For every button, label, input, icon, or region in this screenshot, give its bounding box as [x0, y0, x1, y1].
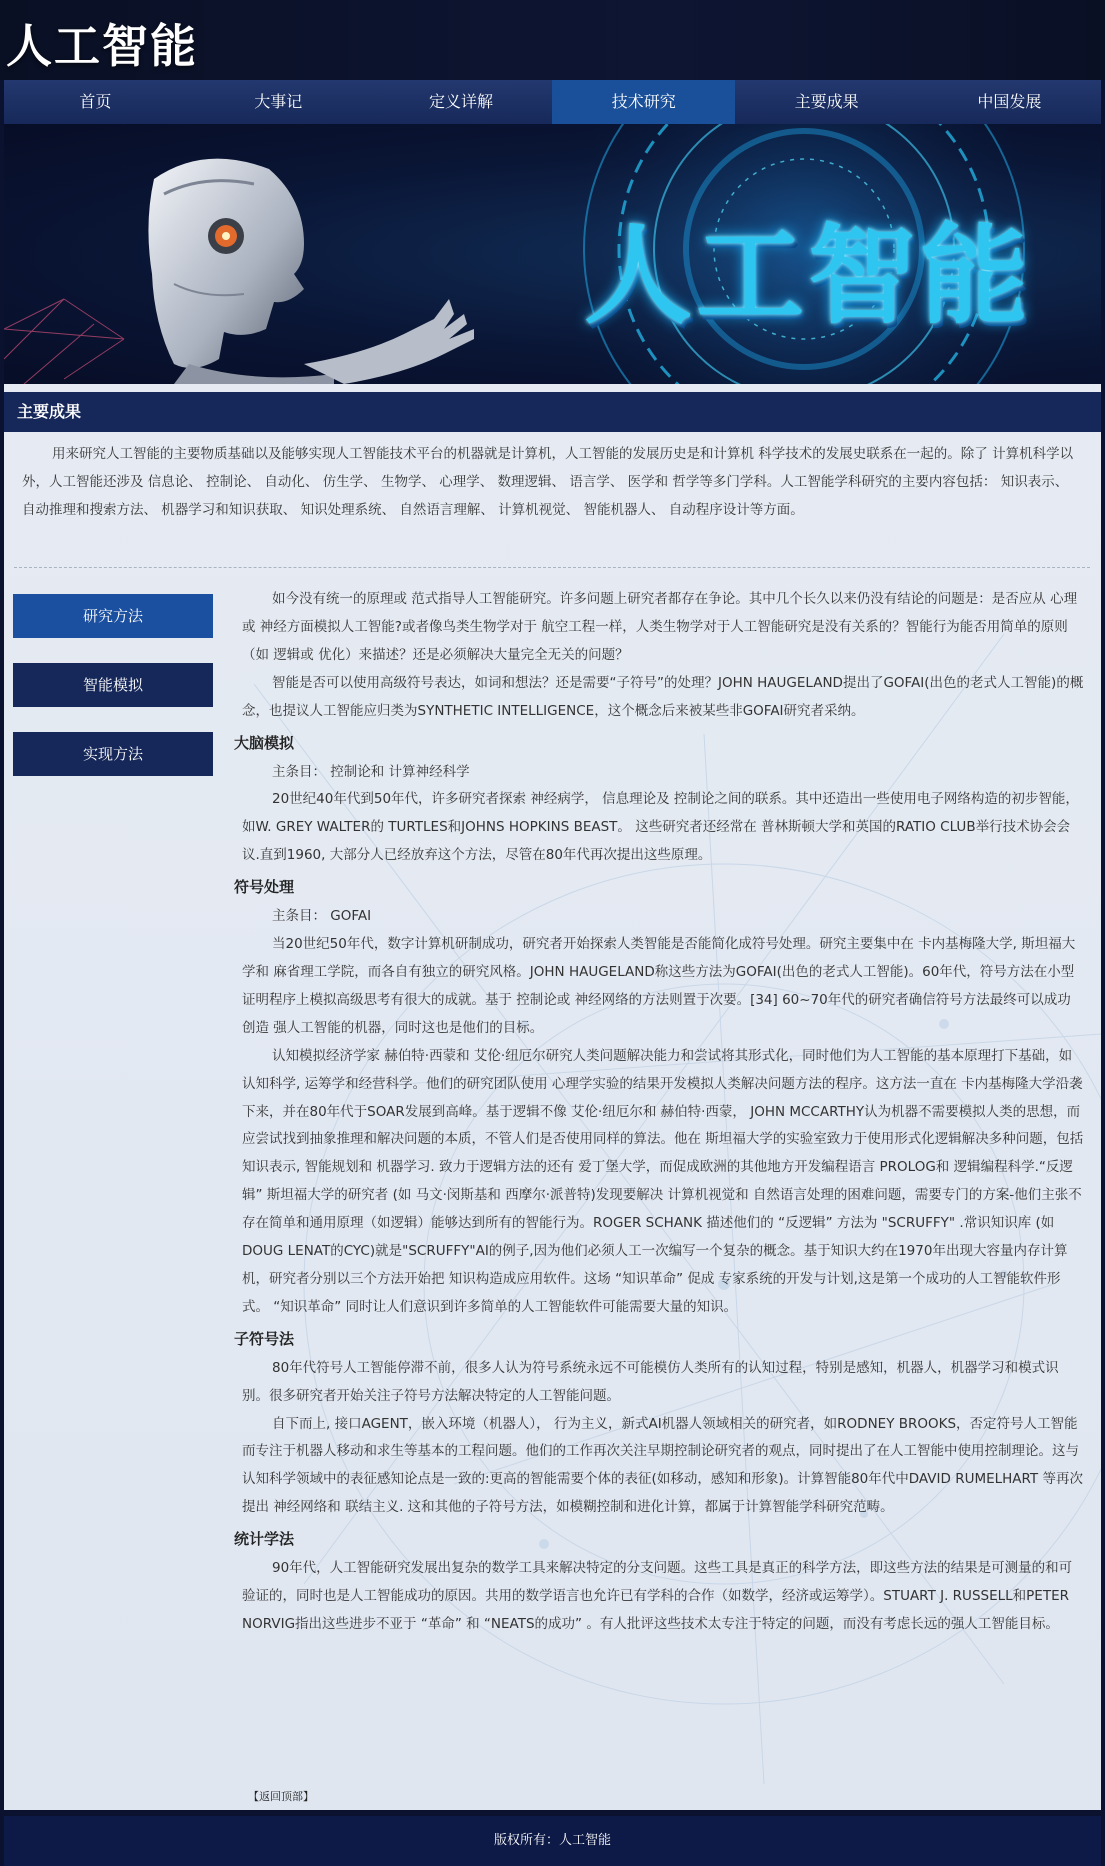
banner-title: 人工智能	[584, 214, 1033, 339]
nav-item-home[interactable]: 首页	[79, 92, 112, 111]
article-paragraph: 20世纪40年代到50年代，许多研究者探索 神经病学， 信息理论及 控制论之间的联系。其中还造出一些使用电子网络构造的初步智能，如W. GREY WALTER的 TURTLES和JOHNS HOPKINS BEAST。 这些研究者还经常在 普林斯顿大学和英国的RATIO CLUB举行技术协会会议.直到1960, 大部分人已经放弃这个方法，尽管在80年代再次提出这些原理。	[242, 791, 1079, 864]
article-paragraph: 主条目： 控制论和 计算神经科学	[272, 763, 470, 780]
network-lines	[4, 299, 124, 384]
article-heading-brain-simulation: 大脑模拟	[234, 733, 295, 752]
article-paragraph: 主条目： GOFAI	[272, 908, 372, 925]
article-heading-symbolic: 符号处理	[234, 878, 295, 897]
section-header-bar	[4, 392, 1101, 432]
article-paragraph: 90年代，人工智能研究发展出复杂的数学工具来解决特定的分支问题。这些工具是真正的科学方法，即这些方法的结果是可测量的和可验证的，同时也是人工智能成功的原因。共用的数学语言也允许已有学科的合作（如数学，经济或运筹学）。STUART J. RUSSELL和PETER NORVIG指出这些进步不亚于 “革命” 和 “NEATS的成功” 。有人批评这些技术太专注于特定的问题，而没有考虑长远的强人工智能目标。	[242, 1560, 1073, 1632]
article-paragraph: 自下而上, 接口AGENT，嵌入环境（机器人）， 行为主义，新式AI机器人领域相关的研究者，如RODNEY BROOKS，否定符号人工智能而专注于机器人移动和求生等基本的工程问题。他们的工作再次关注早期控制论研究者的观点，同时提出了在人工智能中使用控制理论。这与认知科学领域中的表征感知论点是一致的:更高的智能需要个体的表征(如移动，感知和形象)。计算智能80年代中DAVID RUMELHART 等再次提出 神经网络和 联结主义. 这和其他的子符号方法，如模糊控制和进化计算，都属于计算智能学科研究范畴。	[242, 1415, 1083, 1516]
article-paragraph: 智能是否可以使用高级符号表达，如词和想法？还是需要“子符号”的处理？JOHN HAUGELAND提出了GOFAI(出色的老式人工智能)的概念，也提议人工智能应归类为SYNTHETIC INTELLIGENCE，这个概念后来被某些非GOFAI研究者采纳。	[242, 674, 1084, 719]
article-paragraph: 80年代符号人工智能停滞不前，很多人认为符号系统永远不可能模仿人类所有的认知过程，特别是感知，机器人，机器学习和模式识别。很多研究者开始关注子符号方法解决特定的人工智能问题。	[242, 1359, 1059, 1404]
copyright-text: 版权所有：人工智能	[493, 1833, 611, 1848]
sidebar-button-intelligence-simulation[interactable]: 智能模拟	[13, 663, 213, 707]
article-paragraph: 认知模拟经济学家 赫伯特·西蒙和 艾伦·纽厄尔研究人类问题解决能力和尝试将其形式化，同时他们为人工智能的基本原理打下基础，如 认知科学, 运筹学和经营科学。他们的研究团队使用 心理学实验的结果开发模拟人类解决问题方法的程序。这方法一直在 卡内基梅隆大学沿袭下来，并在80年代于SOAR发展到高峰。基于逻辑不像 艾伦·纽厄尔和 赫伯特·西蒙， JOHN MCCARTHY认为机器不需要模拟人类的思想，而应尝试找到抽象推理和解决问题的本质，不管人们是否使用同样的算法。他在 斯坦福大学的实验室致力于使用形式化逻辑解决多种问题，包括 知识表示, 智能规划和 机器学习. 致力于逻辑方法的还有 爱丁堡大学，而促成欧洲的其他地方开发编程语言 PROLOG和 逻辑编程科学.“反逻辑” 斯坦福大学的研究者 (如 马文·闵斯基和 西摩尔·派普特)发现要解决 计算机视觉和 自然语言处理的困难问题，需要专门的方案-他们主张不存在简单和通用原理（如逻辑）能够达到所有的智能行为。ROGER SCHANK 描述他们的 “反逻辑” 方法为 "SCRUFFY" .常识知识库 (如DOUG LENAT的CYC)就是"SCRUFFY"AI的例子,因为他们必须人工一次编写一个复杂的概念。基于知识大约在1970年出现大容量内存计算机，研究者分别以三个方法开始把 知识构造成应用软件。这场 “知识革命” 促成 专家系统的开发与计划,这是第一个成功的人工智能软件形式。 “知识革命” 同时让人们意识到许多简单的人工智能软件可能需要大量的知识。	[242, 1047, 1084, 1315]
sidebar-button-research-methods[interactable]: 研究方法	[13, 594, 213, 638]
main-content	[4, 384, 1101, 1810]
section-title: 主要成果	[17, 402, 82, 421]
robot-figure	[148, 159, 474, 384]
footer	[4, 1816, 1101, 1866]
article-heading-subsymbolic: 子符号法	[234, 1329, 295, 1348]
back-to-top-link[interactable]: 【返回顶部】	[248, 1790, 314, 1803]
divider	[14, 567, 1090, 568]
nav-item-research[interactable]: 技术研究	[552, 80, 735, 124]
nav-item-events[interactable]: 大事记	[254, 92, 303, 111]
banner	[4, 124, 1101, 384]
section-intro: 用来研究人工智能的主要物质基础以及能够实现人工智能技术平台的机器就是计算机，人工智能的发展历史是和计算机 科学技术的发展史联系在一起的。除了 计算机科学以外，人工智能还涉及 信息论、 控制论、 自动化、 仿生学、 生物学、 心理学、 数理逻辑、 语言学、 医学和 哲学等多门学科。人工智能学科研究的主要内容包括： 知识表示、 自动推理和搜索方法、 机器学习和知识获取、 知识处理系统、 自然语言理解、 计算机视觉、 智能机器人、 自动程序设计等方面。	[22, 446, 1074, 518]
article-body	[234, 586, 1084, 1639]
main-nav	[4, 80, 1101, 124]
nav-item-china[interactable]: 中国发展	[977, 92, 1042, 111]
article-paragraph: 如今没有统一的原理或 范式指导人工智能研究。许多问题上研究者都存在争论。其中几个长久以来仍没有结论的问题是：是否应从 心理或 神经方面模拟人工智能?或者像鸟类生物学对于 航空工程一样，人类生物学对于人工智能研究是没有关系的？智能行为能否用简单的原则（如 逻辑或 优化）来描述？还是必须解决大量完全无关的问题？	[242, 591, 1078, 663]
article-paragraph: 当20世纪50年代，数字计算机研制成功，研究者开始探索人类智能是否能简化成符号处理。研究主要集中在 卡内基梅隆大学, 斯坦福大学和 麻省理工学院，而各自有独立的研究风格。JOHN HAUGELAND称这些方法为GOFAI(出色的老式人工智能)。60年代，符号方法在小型证明程序上模拟高级思考有很大的成就。基于 控制论或 神经网络的方法则置于次要。[34] 60~70年代的研究者确信符号方法最终可以成功创造 强人工智能的机器，同时这也是他们的目标。	[242, 936, 1076, 1036]
site-logo[interactable]: 人工智能	[6, 19, 198, 73]
nav-item-achievements[interactable]: 主要成果	[794, 92, 859, 111]
sidebar-button-implementation-methods[interactable]: 实现方法	[13, 732, 213, 776]
nav-item-definition[interactable]: 定义详解	[428, 92, 493, 111]
article-heading-statistical: 统计学法	[234, 1530, 295, 1549]
header	[0, 0, 1105, 80]
